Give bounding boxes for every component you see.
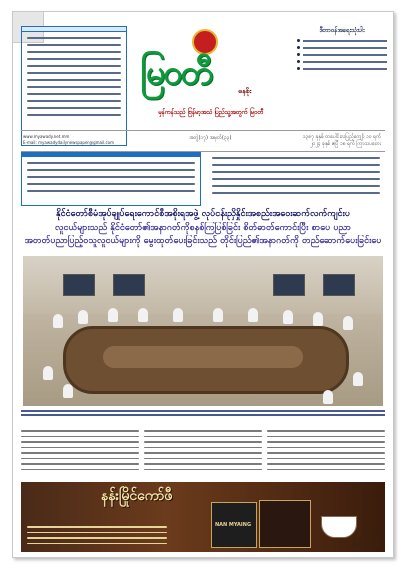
article-column-1 bbox=[21, 426, 139, 474]
coffee-box-icon bbox=[259, 500, 311, 548]
sub-headline-1: လူငယ်များသည် နိုင်ငံတော်၏အနာဂတ်ကိုစနစ်ကြပြစ်ခြင်း စိတ်ဓာတ်ကောင်းပြီး စာပေ ပညာ bbox=[55, 223, 351, 233]
issue-number: အတွဲ(၁၇) အမှတ်(၃၃) bbox=[189, 135, 232, 141]
website-email bbox=[23, 134, 114, 146]
objectives-box bbox=[297, 26, 387, 102]
newspaper-page bbox=[12, 11, 394, 558]
dateline bbox=[21, 130, 385, 152]
article-column-2 bbox=[144, 426, 262, 474]
photo-caption bbox=[21, 408, 385, 426]
lead-story-box bbox=[21, 152, 201, 206]
masthead bbox=[140, 29, 278, 107]
lead-story-heading[interactable] bbox=[22, 153, 200, 157]
ad-contact-info bbox=[27, 522, 167, 548]
main-headline[interactable]: နိုင်ငံတော်စီမံအုပ်ချုပ်ရေးကောင်စီအစိုးရအဖွဲ့ လုပ်ငန်းညှိနှိုင်းအစည်းအဝေးဆက်လက်ကျင်းပ bbox=[56, 209, 350, 219]
masthead-slogan: မှန်ကန်သည် ဗြန်မာ့အသံ ပြည်သူ့အတွက် မြဝတီ bbox=[158, 109, 264, 116]
masthead-edition: ဓနစိုး bbox=[238, 87, 252, 95]
coffee-pack-label: NAN MYAING bbox=[214, 522, 252, 528]
email[interactable]: E-mail: myawadydailynewspaper@gmail.com bbox=[23, 140, 114, 145]
date-block: ၁၃၈၇ ခုနှစ် တပေါင်းလပြည့်ကျော် ၁၀ ရက် ၂၀၂၄ ခုနှစ် ဧပြီ ၁၈ ရက် ကြာသပတေး bbox=[302, 134, 381, 147]
masthead-logo: မြဝတီ bbox=[140, 53, 212, 93]
sub-headline bbox=[23, 222, 383, 252]
coffee-beans-icon bbox=[351, 536, 381, 548]
meeting-photo bbox=[23, 256, 383, 406]
ad-brand-name: နန်းမြိုင်ကော်ဖီ bbox=[101, 488, 173, 504]
website[interactable]: www.myawady.net.mm bbox=[23, 134, 70, 139]
notice-title bbox=[22, 27, 126, 32]
objectives-title: ဒီတာဝန်အရေးသုံးပါး bbox=[319, 27, 365, 34]
coffee-advertisement[interactable] bbox=[21, 482, 385, 552]
notice-box bbox=[21, 26, 127, 146]
article-column-3 bbox=[267, 426, 385, 474]
lead-story-continued bbox=[207, 152, 385, 204]
coffee-cup-icon bbox=[321, 516, 357, 538]
sub-headline-2: အတတ်ပညာပြည့်ဝသူလူငယ်များကို မွေးထုတ်ပေးခြင်းသည် တိုင်းပြည်၏အနာဂတ်ကို တည်ဆောက်ပေးခြင်းပေ bbox=[24, 236, 382, 246]
